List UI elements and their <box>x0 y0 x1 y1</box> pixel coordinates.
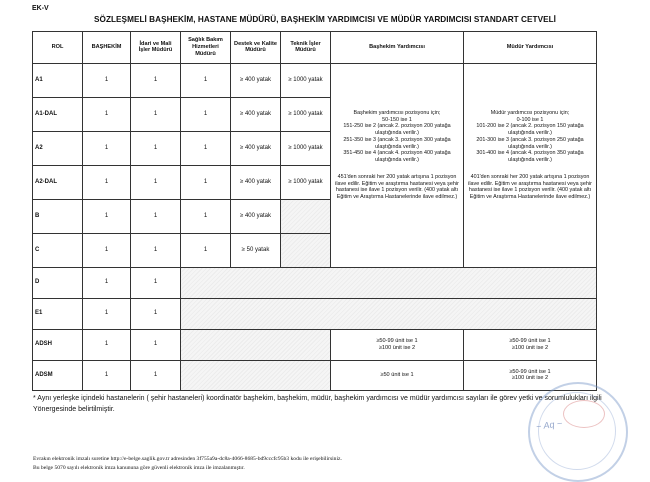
role-cell: E1 <box>33 299 83 330</box>
role-cell: A1-DAL <box>33 98 83 132</box>
red-stamp <box>563 400 605 428</box>
header-teknik: Teknik İşler Müdürü <box>281 32 331 64</box>
annex-label: EK-V <box>32 5 49 12</box>
idari-cell: 1 <box>131 166 181 200</box>
bashekim-cell: 1 <box>83 360 131 390</box>
destek-cell: ≥ 50 yatak <box>231 234 281 268</box>
destek-cell: ≥ 400 yatak <box>231 166 281 200</box>
idari-cell: 1 <box>131 200 181 234</box>
teknik-cell: ≥ 1000 yatak <box>281 98 331 132</box>
idari-cell: 1 <box>131 299 181 330</box>
footnote: * Aynı yerleşke içindeki hastanelerin ( şehir hastaneleri) koordinatör başhekim, başhekim, müdür, başhekim yardımcısı ve müdür yardımcısı sayıları ile görev yetki ve sorumlulukları ilgili Yönergesinde belirtilmiştir. <box>33 395 602 413</box>
role-cell: ADSM <box>33 360 83 390</box>
bashekim-cell: 1 <box>83 234 131 268</box>
bashekim-cell: 1 <box>83 63 131 97</box>
empty-cell <box>181 360 331 390</box>
empty-cell <box>181 268 597 299</box>
bashekim-yrd-rules: Başhekim yardımcısı pozisyonu için; 50-150 ise 1 151-250 ise 2 (ancak 2. pozisyon 200 yatağa ulaştığında verilir.) 251-350 ise 3 (ancak 3. pozisyon 300 yatağa ulaştığında verilir.) 351-450 ise 4 (ancak 4. pozisyon 400 yatağa ulaştığında verilir.) 451'den sonraki her 200 yatak artışına 1 pozisyon ilave edilir. Eğitim ve araştırma hastanesi veya şehir hastanesi ise ilave 1 pozisyon verilir. (400 yatak altı Eğitim ve Araştırma Hastanelerinde ilave edilmez.) <box>331 63 464 267</box>
header-bashekim-yrd: Başhekim Yardımcısı <box>331 32 464 64</box>
empty-cell <box>181 330 331 361</box>
header-saglik: Sağlık Bakım Hizmetleri Müdürü <box>181 32 231 64</box>
bashekim-cell: 1 <box>83 268 131 299</box>
role-cell: ADSH <box>33 330 83 361</box>
destek-cell: ≥ 400 yatak <box>231 98 281 132</box>
header-bashekim: BAŞHEKİM <box>83 32 131 64</box>
saglik-cell: 1 <box>181 98 231 132</box>
adsh-mudur-yrd: ≥50-99 ünit ise 1 ≥100 ünit ise 2 <box>464 330 597 361</box>
role-cell: C <box>33 234 83 268</box>
teknik-cell: ≥ 1000 yatak <box>281 132 331 166</box>
bashekim-cell: 1 <box>83 200 131 234</box>
footer-esignature-line: Bu belge 5070 sayılı elektronik imza kanununa göre güvenli elektronik imza ile imzalanmıştır. <box>33 464 245 471</box>
destek-cell: ≥ 400 yatak <box>231 63 281 97</box>
standard-table <box>32 31 597 391</box>
role-cell: A1 <box>33 63 83 97</box>
empty-cell <box>281 234 331 268</box>
bashekim-cell: 1 <box>83 330 131 361</box>
header-idari: İdari ve Mali İşler Müdürü <box>131 32 181 64</box>
saglik-cell: 1 <box>181 63 231 97</box>
idari-cell: 1 <box>131 63 181 97</box>
header-mudur-yrd: Müdür Yardımcısı <box>464 32 597 64</box>
bashekim-cell: 1 <box>83 98 131 132</box>
idari-cell: 1 <box>131 330 181 361</box>
page-title: SÖZLEŞMELİ BAŞHEKİM, HASTANE MÜDÜRÜ, BAŞHEKİM YARDIMCISI VE MÜDÜR YARDIMCISI STANDART CETVELİ <box>94 15 556 24</box>
bashekim-cell: 1 <box>83 299 131 330</box>
teknik-cell: ≥ 1000 yatak <box>281 63 331 97</box>
teknik-cell: ≥ 1000 yatak <box>281 166 331 200</box>
role-cell: A2-DAL <box>33 166 83 200</box>
mudur-yrd-rules: Müdür yardımcısı pozisyonu için; 0-100 ise 1 101-200 ise 2 (ancak 2. pozisyon 150 yatağa ulaştığında verilir.) 201-300 ise 3 (ancak 3. pozisyon 250 yatağa ulaştığında verilir.) 301-400 ise 4 (ancak 4. pozisyon 350 yatağa ulaştığında verilir.) 401'den sonraki her 200 yatak artışına 1 pozisyon ilave edilir. Eğitim ve araştırma hastanesi veya şehir hastanesi ise ilave 1 pozisyon verilir. (400 yatak altı Eğitim ve Araştırma Hastanelerinde ilave edilmez.) <box>464 63 597 267</box>
idari-cell: 1 <box>131 268 181 299</box>
role-cell: D <box>33 268 83 299</box>
table-row <box>33 63 597 97</box>
footer <box>33 455 342 473</box>
table-row <box>33 360 597 390</box>
bashekim-cell: 1 <box>83 132 131 166</box>
table-row <box>33 330 597 361</box>
header-row <box>33 32 597 64</box>
idari-cell: 1 <box>131 132 181 166</box>
header-rol: ROL <box>33 32 83 64</box>
footer-verification-line: Evrakın elektronik imzalı suretine http://e-belge.saglik.gov.tr adresinden 3f755a9a-dc8a-4066-8685-bd9cccfc95b3 kodu ile erişebilirsiniz. <box>33 456 342 462</box>
adsm-mudur-yrd: ≥50-99 ünit ise 1 ≥100 ünit ise 2 <box>464 360 597 390</box>
destek-cell: ≥ 400 yatak <box>231 132 281 166</box>
saglik-cell: 1 <box>181 166 231 200</box>
idari-cell: 1 <box>131 234 181 268</box>
bashekim-cell: 1 <box>83 166 131 200</box>
idari-cell: 1 <box>131 360 181 390</box>
saglik-cell: 1 <box>181 234 231 268</box>
table-row <box>33 268 597 299</box>
adsh-bashekim-yrd: ≥50-99 ünit ise 1 ≥100 ünit ise 2 <box>331 330 464 361</box>
role-cell: B <box>33 200 83 234</box>
adsm-bashekim-yrd: ≥50 ünit ise 1 <box>331 360 464 390</box>
header-destek: Destek ve Kalite Müdürü <box>231 32 281 64</box>
table-row <box>33 299 597 330</box>
handwritten-signature: ~ Aq ~ <box>535 418 563 432</box>
saglik-cell: 1 <box>181 132 231 166</box>
role-cell: A2 <box>33 132 83 166</box>
empty-cell <box>181 299 597 330</box>
destek-cell: ≥ 400 yatak <box>231 200 281 234</box>
empty-cell <box>281 200 331 234</box>
idari-cell: 1 <box>131 98 181 132</box>
saglik-cell: 1 <box>181 200 231 234</box>
